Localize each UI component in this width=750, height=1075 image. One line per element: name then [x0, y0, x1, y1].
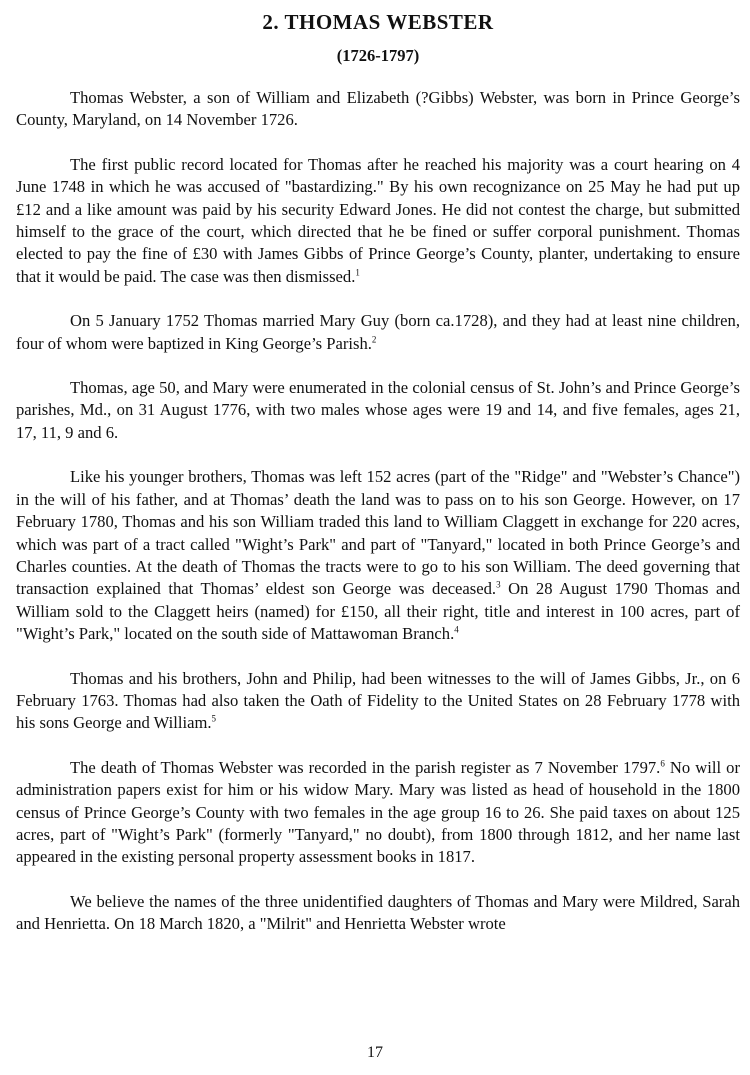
paragraph-birth: [16, 87, 740, 132]
page-number: 17: [367, 1044, 383, 1061]
footnote-marker: 1: [355, 267, 360, 278]
paragraph-text-continued: On 28 August 1790 Thomas and William sold to the Claggett heirs (named) for £150, all their right, title and interest in 100 acres, part of "Wight’s Park," located on the south side of Mattawoman Branch.: [16, 579, 740, 644]
footnote-marker: 2: [371, 334, 377, 345]
paragraph-text: We believe the names of the three unidentified daughters of Thomas and Mary were Mildred, Sarah and Henrietta. On 18 March 1820, a "Milrit" and Henrietta Webster wrote: [16, 891, 740, 934]
paragraph-text: The death of Thomas Webster was recorded in the parish register as 7 November 1797.: [70, 757, 661, 777]
paragraph-text: Like his younger brothers, Thomas was left 152 acres (part of the "Ridge" and "Webster’s Chance") in the will of his father, and at Thomas’ death the land was to pass on to his son George. However, on 17 February 1780, Thomas and his son William traded this land to William Claggett in exchange for 220 acres, which was part of a tract called "Wight’s Park" and part of "Tanyard," located in both Prince George’s and Charles counties. At the death of Thomas the tracts were to go to his son William. The deed governing that transaction explained that Thomas’ eldest son George was deceased.: [16, 467, 740, 599]
paragraph-daughters: [16, 891, 740, 936]
paragraph-land: [16, 466, 740, 645]
paragraph-text: Thomas Webster, a son of William and Elizabeth (?Gibbs) Webster, was born in Prince George’s County, Maryland, on 14 November 1726.: [16, 88, 740, 130]
paragraph-census: [16, 377, 740, 444]
footnote-marker: 4: [454, 624, 459, 635]
paragraph-witnesses: [16, 668, 740, 735]
paragraph-text: On 5 January 1752 Thomas married Mary Guy (born ca.1728), and they had at least nine children, four of whom were baptized in King George’s Parish.: [16, 311, 740, 353]
paragraph-text: Thomas, age 50, and Mary were enumerated in the colonial census of St. John’s and Prince George’s parishes, Md., on 31 August 1776, with two males whose ages were 19 and 14, and five females, ages 21, 17, 11, 9 and 6.: [16, 378, 740, 442]
paragraph-court-hearing: [16, 154, 740, 288]
life-dates: (1726-1797): [336, 46, 420, 65]
paragraph-text: The first public record located for Thomas after he reached his majority was a court hearing on 4 June 1748 in which he was accused of "bastardizing." By his own recognizance on 25 May he had put up £12 and a like amount was paid by his security Edward Jones. He did not contest the charge, but submitted himself to the grace of the court, which directed that he be fined or suffer corporal punishment. Thomas elected to pay the fine of £30 with James Gibbs of Prince George’s County, planter, undertaking to ensure that it would be paid. The case was then dismissed.: [16, 154, 740, 286]
document-page: [16, 8, 740, 936]
paragraph-death: [16, 757, 740, 869]
footnote-marker: 3: [496, 579, 501, 590]
footnote-marker: 5: [211, 713, 217, 724]
paragraph-marriage: [16, 310, 740, 355]
document-title: 2. THOMAS WEBSTER: [262, 10, 494, 34]
footnote-marker: 6: [660, 758, 665, 769]
paragraph-text: Thomas and his brothers, John and Philip, had been witnesses to the will of James Gibbs, Jr., on 6 February 1763. Thomas had also taken the Oath of Fidelity to the United States on 28 February 1778 with his sons George and William.: [16, 668, 740, 733]
paragraph-text-continued: No will or administration papers exist for him or his widow Mary. Mary was listed as head of household in the 1800 census of Prince George’s County with two females in the age group 16 to 26. She paid taxes on about 125 acres, part of "Wight’s Park" (formerly "Tanyard," no doubt), from 1800 through 1812, and her name last appeared in the existing personal property assessment books in 1817.: [16, 757, 740, 867]
